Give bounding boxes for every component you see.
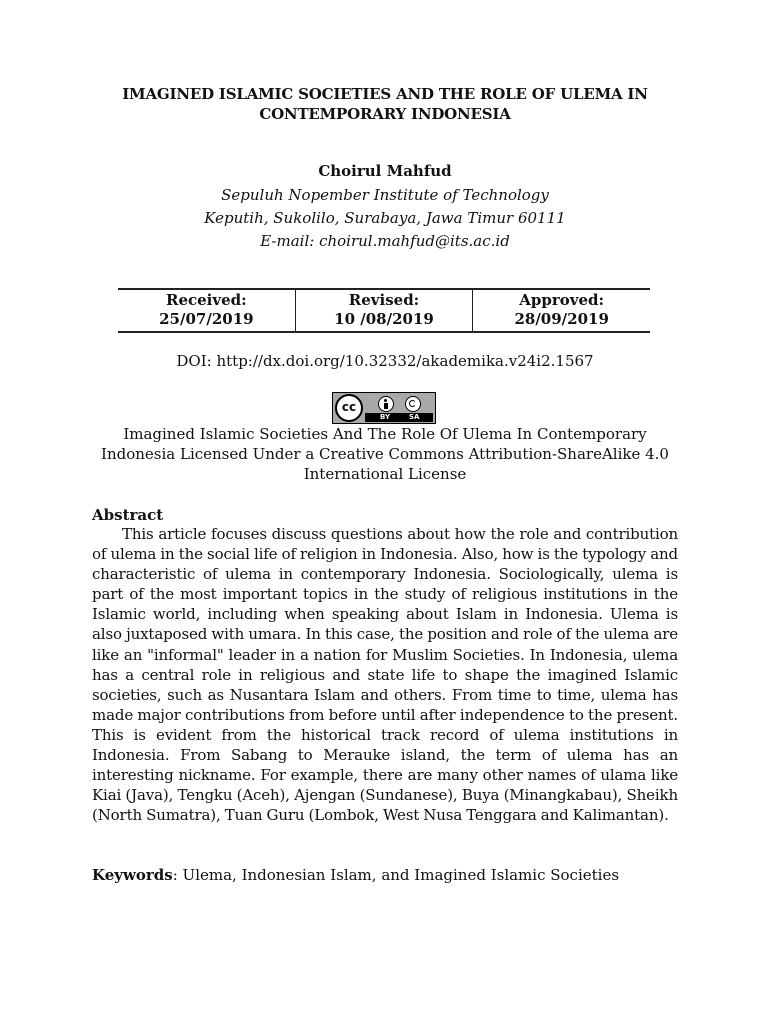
paper-title bbox=[90, 84, 680, 124]
author-affiliation bbox=[0, 184, 770, 253]
attribution-icon bbox=[378, 396, 394, 412]
affiliation-address: Keputih, Sukolilo, Surabaya, Jawa Timur 60111 bbox=[204, 209, 566, 227]
date-value: 10 /08/2019 bbox=[334, 310, 434, 328]
keywords-text: : Ulema, Indonesian Islam, and Imagined Islamic Societies bbox=[172, 866, 620, 884]
author-name: Choirul Mahfud bbox=[318, 162, 452, 180]
badge-sa-label: SA bbox=[409, 413, 420, 421]
date-label: Received: bbox=[166, 291, 247, 309]
keywords bbox=[92, 866, 619, 884]
keywords-label: Keywords bbox=[92, 866, 173, 884]
share-alike-icon bbox=[405, 396, 421, 412]
creative-commons-by-sa-icon[interactable] bbox=[332, 392, 436, 424]
date-revised bbox=[295, 290, 473, 331]
doi-link[interactable]: DOI: http://dx.doi.org/10.32332/akademika.v24i2.1567 bbox=[176, 352, 594, 370]
abstract-body: This article focuses discuss questions about how the role and contribution of ulema in the social life of religion in Indonesia. Also, how is the typology and characteristic of ulema in contemporary Indonesia. Sociologically, ulema is part of the most important topics in the study of religious institutions in the Islamic world, including when speaking about Islam in Indonesia. Ulema is also juxtaposed with umara. In this case, the position and role of the ulema are like an "informal" leader in a nation for Muslim Societies. In Indonesia, ulema has a central role in religious and state life to shape the imagined Islamic societies, such as Nusantara Islam and others. From time to time, ulema has made major contributions from before until after independence to the present. This is evident from the historical track record of ulema institutions in Indonesia. From Sabang to Merauke island, the term of ulema has an interesting nickname. For example, there are many other names of ulama like Kiai (Java), Tengku (Aceh), Ajengan (Sundanese), Buya (Minangkabau), Sheikh (North Sumatra), Tuan Guru (Lombok, West Nusa Tenggara and Kalimantan). bbox=[92, 525, 678, 825]
date-value: 25/07/2019 bbox=[159, 310, 254, 328]
date-approved bbox=[472, 290, 650, 331]
badge-by-label: BY bbox=[380, 413, 391, 421]
abstract-heading: Abstract bbox=[92, 506, 164, 524]
title-line-2: CONTEMPORARY INDONESIA bbox=[259, 105, 511, 123]
date-label: Approved: bbox=[519, 291, 605, 309]
date-value: 28/09/2019 bbox=[514, 310, 609, 328]
date-label: Revised: bbox=[348, 291, 420, 309]
license-line: Indonesia Licensed Under a Creative Commons Attribution-ShareAlike 4.0 bbox=[101, 445, 669, 463]
title-line-1: IMAGINED ISLAMIC SOCIETIES AND THE ROLE OF ULEMA IN bbox=[122, 85, 648, 103]
license-statement bbox=[80, 424, 690, 484]
license-line: International License bbox=[303, 465, 467, 483]
cc-logo-icon: cc bbox=[335, 394, 363, 422]
affiliation-email: E-mail: choirul.mahfud@its.ac.id bbox=[260, 232, 510, 250]
affiliation-institution: Sepuluh Nopember Institute of Technology bbox=[221, 186, 549, 204]
submission-dates-table bbox=[118, 288, 650, 333]
date-received bbox=[118, 290, 295, 331]
license-line: Imagined Islamic Societies And The Role Of Ulema In Contemporary bbox=[123, 425, 647, 443]
